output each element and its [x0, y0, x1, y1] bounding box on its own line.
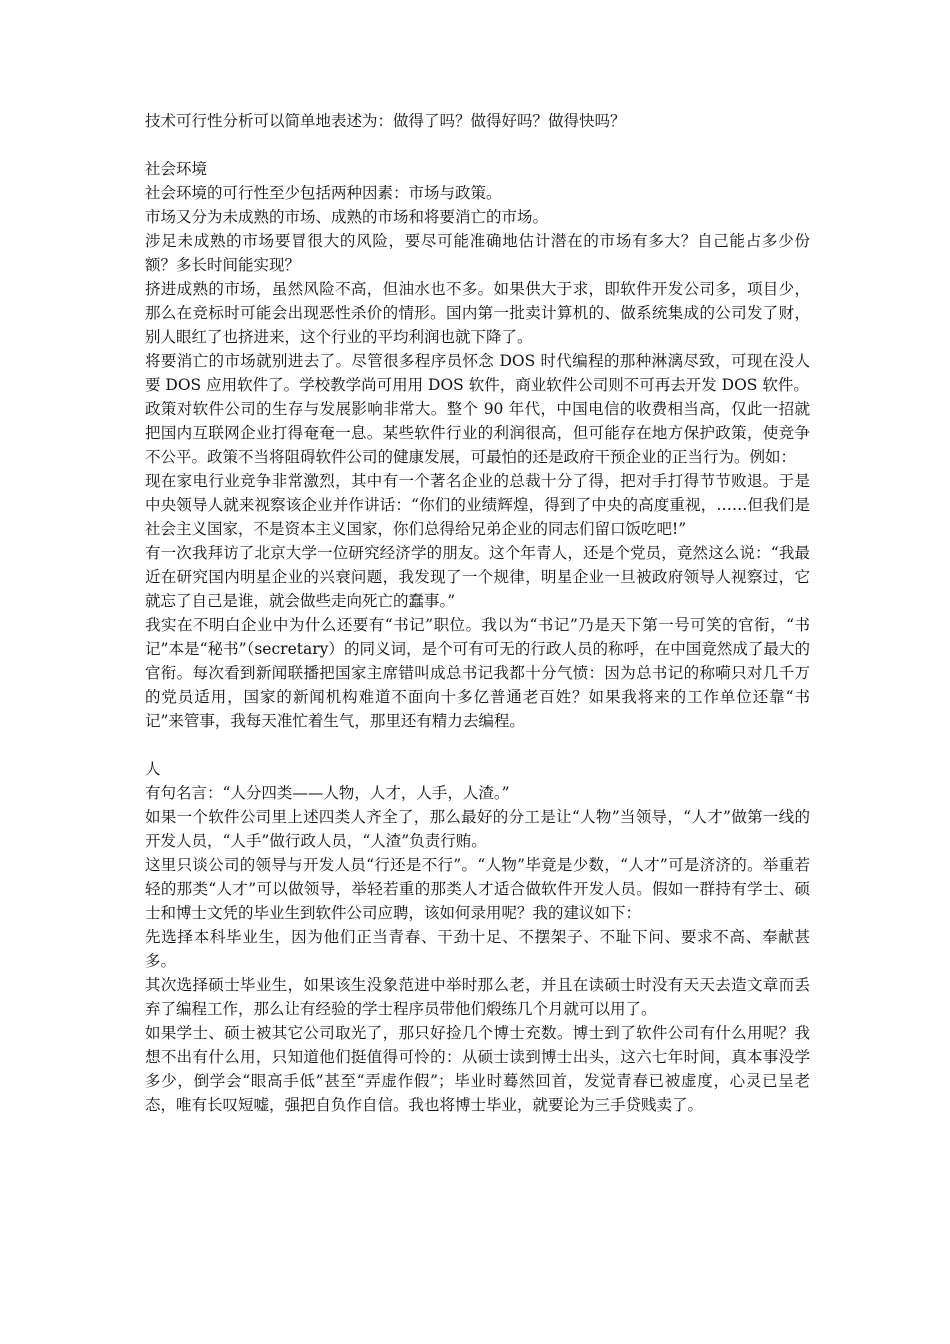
people-paragraph-5: 其次选择硕士毕业生，如果该生没象范进中举时那么老，并且在读硕士时没有天天去造文章而丢弃了编程工作，那么让有经验的学士程序员带他们煅练几个月就可以用了。: [145, 976, 810, 1018]
document-page: [145, 109, 810, 1117]
people-paragraph-4: 先选择本科毕业生，因为他们正当青春、干劲十足、不摆架子、不耻下问、要求不高、奉献甚多。: [145, 928, 810, 970]
social-paragraph-5: 将要消亡的市场就别进去了。尽管很多程序员怀念 DOS 时代编程的那种淋漓尽致，可现在没人要 DOS 应用软件了。学校教学尚可用用 DOS 软件，商业软件公司则不可再去开发 DOS 软件。: [145, 352, 810, 394]
social-paragraph-1: 社会环境的可行性至少包括两种因素：市场与政策。: [145, 184, 502, 202]
section-heading-social: 社会环境: [145, 160, 208, 178]
section-heading-people: 人: [145, 760, 161, 778]
people-paragraph-2: 如果一个软件公司里上述四类人齐全了，那么最好的分工是让“人物”当领导，“人才”做第一线的开发人员，“人手”做行政人员，“人渣”负责行贿。: [145, 808, 810, 850]
intro-paragraph: 技术可行性分析可以简单地表述为：做得了吗？做得好吗？做得快吗？: [145, 112, 626, 130]
social-paragraph-2: 市场又分为未成熟的市场、成熟的市场和将要消亡的市场。: [145, 208, 549, 226]
social-paragraph-3: 涉足未成熟的市场要冒很大的风险，要尽可能准确地估计潜在的市场有多大？自己能占多少份额？多长时间能实现？: [145, 232, 810, 274]
social-paragraph-4: 挤进成熟的市场，虽然风险不高，但油水也不多。如果供大于求，即软件开发公司多，项目少，那么在竞标时可能会出现恶性杀价的情形。国内第一批卖计算机的、做系统集成的公司发了财，别人眼红了也挤进来，这个行业的平均利润也就下降了。: [145, 280, 810, 346]
people-paragraph-3: 这里只谈公司的领导与开发人员“行还是不行”。“人物”毕竟是少数，“人才”可是济济的。举重若轻的那类“人才”可以做领导，举轻若重的那类人才适合做软件开发人员。假如一群持有学士、硕士和博士文凭的毕业生到软件公司应聘，该如何录用呢？我的建议如下：: [145, 856, 810, 922]
social-paragraph-9: 我实在不明白企业中为什么还要有“书记”职位。我以为“书记”乃是天下第一号可笑的官衔，“书记”本是“秘书”（secretary）的同义词，是个可有可无的行政人员的称呼，在中国竟然成了最大的官衔。每次看到新闻联播把国家主席错叫成总书记我都十分气愤：因为总书记的称嗬只对几千万的党员适用，国家的新闻机构难道不面向十多亿普通老百姓？如果我将来的工作单位还靠“书记”来管事，我每天准忙着生气，那里还有精力去编程。: [145, 616, 810, 730]
paragraph-gap: [145, 733, 810, 757]
people-paragraph-1: 有句名言：“人分四类——人物，人才，人手，人渣。”: [145, 784, 510, 802]
people-paragraph-6: 如果学士、硕士被其它公司取光了，那只好捡几个博士充数。博士到了软件公司有什么用呢？我想不出有什么用，只知道他们挺值得可怜的：从硕士读到博士出头，这六七年时间，真本事没学多少，倒学会“眼高手低”甚至“弄虚作假”；毕业时蓦然回首，发觉青春已被虚度，心灵已呈老态，唯有长叹短嘘，强把自负作自信。我也将博士毕业，就要论为三手贷贱卖了。: [145, 1024, 810, 1114]
social-paragraph-8: 有一次我拜访了北京大学一位研究经济学的朋友。这个年青人，还是个党员，竟然这么说：“我最近在研究国内明星企业的兴衰问题，我发现了一个规律，明星企业一旦被政府领导人视察过，它就忘了自己是谁，就会做些走向死亡的蠢事。”: [145, 544, 810, 610]
social-paragraph-6: 政策对软件公司的生存与发展影响非常大。整个 90 年代，中国电信的收费相当高，仅此一招就把国内互联网企业打得奄奄一息。某些软件行业的利润很高，但可能存在地方保护政策，使竞争不公平。政策不当将阻碍软件公司的健康发展，可最怕的还是政府干预企业的正当行为。例如：: [145, 400, 810, 466]
social-paragraph-7: 现在家电行业竞争非常激烈，其中有一个著名企业的总裁十分了得，把对手打得节节败退。于是中央领导人就来视察该企业并作讲话：“你们的业绩辉煌，得到了中央的高度重视，……但我们是社会主义国家，不是资本主义国家，你们总得给兄弟企业的同志们留口饭吃吧!”: [145, 472, 810, 538]
paragraph-gap: [145, 133, 810, 157]
